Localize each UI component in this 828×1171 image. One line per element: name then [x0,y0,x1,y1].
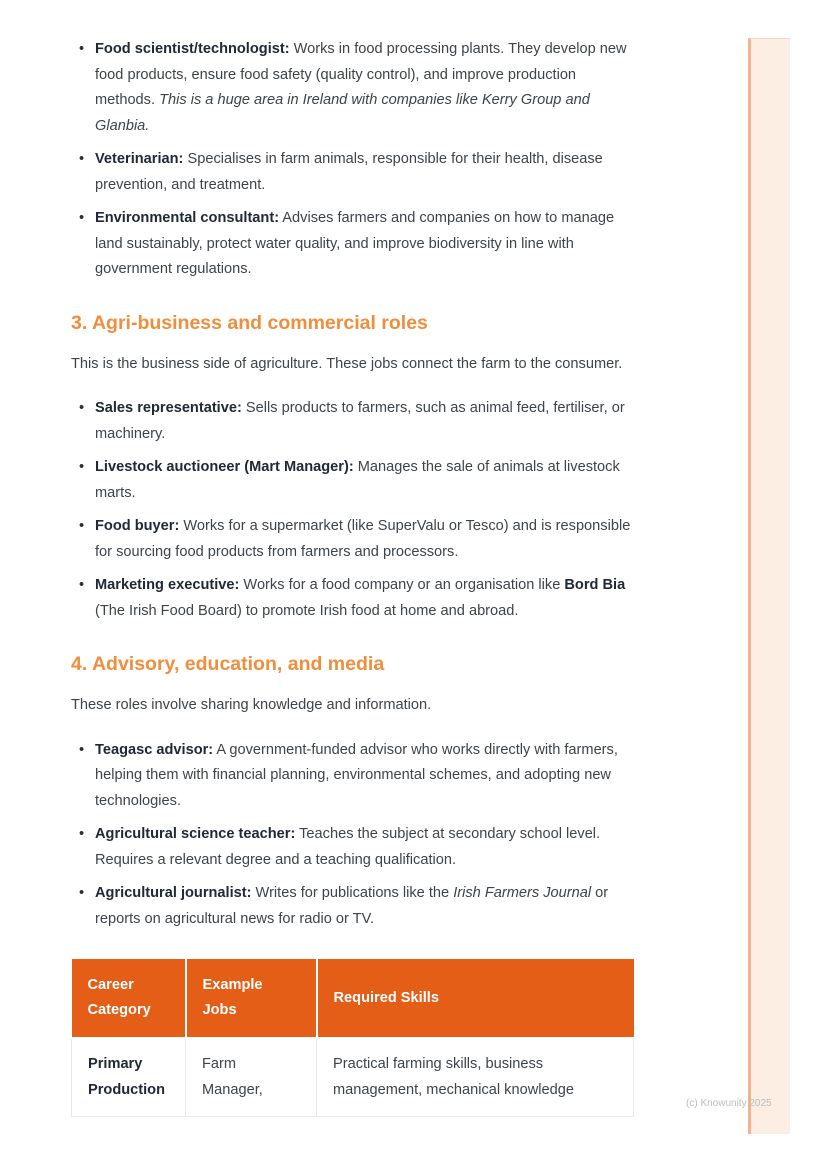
career-table [71,959,634,1117]
document-content [71,37,633,1117]
career-list-agri-business [71,396,633,624]
item-text: Advises farmers and companies on how to manage land sustainably, protect water quality, and improve biodiversity in line with government regulations. [95,210,615,277]
term-label: Veterinarian: [95,151,184,167]
section-heading-advisory-media: 4. Advisory, education, and media [71,653,385,675]
term-label: Food scientist/technologist: [95,41,290,57]
table-header-cell-category: Career Category [72,959,186,1038]
list-item [71,37,633,139]
table-row [72,1038,634,1117]
term-label: Agricultural journalist: [95,885,252,901]
table-cell-category: Primary Production [72,1038,186,1117]
term-label: Livestock auctioneer (Mart Manager): [95,459,354,475]
item-text: Manages the sale of animals at livestock marts. [95,459,620,501]
table-header-row [72,959,634,1038]
term-label: Sales representative: [95,400,242,416]
section-intro-agri-business: This is the business side of agriculture. These jobs connect the farm to the consumer. [71,355,623,372]
list-item [71,881,633,932]
section-heading-agri-business: 3. Agri-business and commercial roles [71,311,428,334]
table-header-cell-jobs: Example Jobs [186,959,317,1038]
list-item [71,822,633,873]
list-item [71,206,633,283]
item-text: Writes for publications like the [251,885,454,901]
list-item [71,514,633,565]
term-label: Food buyer: [95,518,180,534]
item-italic-text: This is a huge area in Ireland with companies like Kerry Group and Glanbia. [95,92,590,134]
decorative-right-strip [748,38,790,1134]
item-text: or reports on agricultural news for radio or TV. [95,885,609,927]
item-italic-text: Irish Farmers Journal [453,885,592,901]
career-table-body [72,1038,634,1117]
item-text: Works in food processing plants. They develop new food products, ensure food safety (quality control), and improve production methods. [95,41,627,108]
list-item [71,455,633,506]
list-item [71,396,633,447]
table-header-cell-skills: Required Skills [317,959,634,1038]
list-item [71,738,633,815]
item-text: Works for a supermarket (like SuperValu or Tesco) and is responsible for sourcing food products from farmers and processors. [95,518,631,560]
table-cell-skills: Practical farming skills, business management, mechanical knowledge [317,1038,634,1117]
item-text: Sells products to farmers, such as animal feed, fertiliser, or machinery. [95,400,625,442]
item-text: A government-funded advisor who works directly with farmers, helping them with financial planning, environmental schemes, and adopting new technologies. [95,741,618,809]
item-text: Teaches the subject at secondary school level. Requires a relevant degree and a teaching qualification. [95,826,601,868]
term-label: Environmental consultant: [95,210,280,226]
item-text: (The Irish Food Board) to promote Irish food at home and abroad. [95,602,519,619]
term-label: Agricultural science teacher: [95,826,296,842]
term-label: Teagasc advisor: [95,741,214,758]
watermark: (c) Knowunity 2025 [686,1098,772,1109]
item-text: Specialises in farm animals, responsible for their health, disease prevention, and treatment. [95,151,603,193]
career-list-advisory-media [71,738,633,933]
list-item [71,573,633,624]
list-item [71,147,633,198]
term-label: Marketing executive: [95,577,240,593]
career-list-science-support [71,37,633,283]
table-cell-jobs: Farm Manager, [186,1038,317,1117]
career-table-header [72,959,634,1038]
inline-bold-text: Bord Bia [564,577,626,593]
section-intro-advisory-media: These roles involve sharing knowledge and information. [71,697,432,713]
item-text: Works for a food company or an organisation like [239,577,565,593]
